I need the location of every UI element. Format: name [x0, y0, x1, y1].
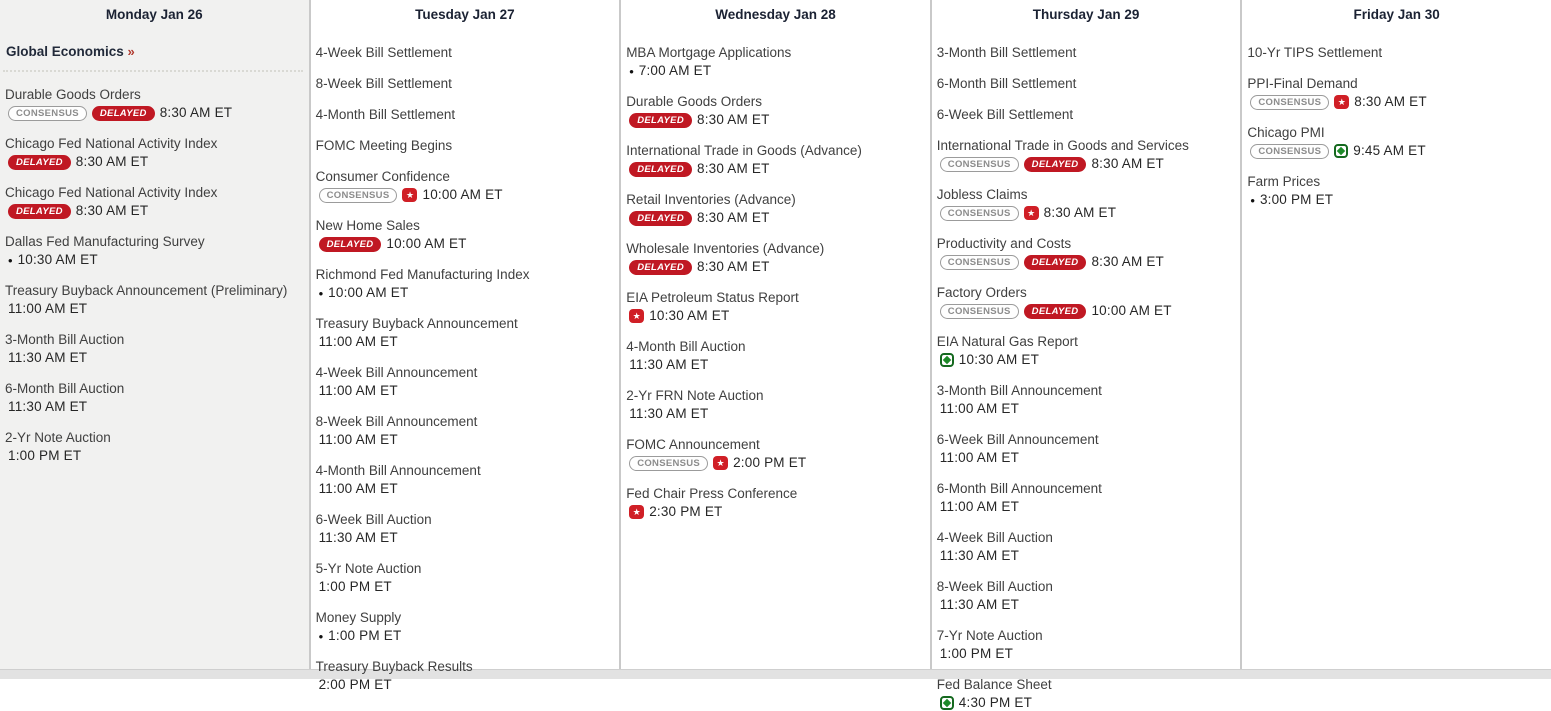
event-time: 11:00 AM ET — [318, 334, 398, 349]
day-column — [621, 0, 932, 669]
delayed-badge: DELAYED — [1024, 157, 1087, 172]
event-item — [626, 45, 922, 79]
event-item — [5, 185, 301, 219]
event-item — [1247, 125, 1543, 159]
day-column — [311, 0, 622, 692]
event-title-link[interactable]: 7-Yr Note Auction — [936, 628, 1043, 643]
event-meta — [937, 646, 1233, 662]
event-item — [626, 192, 922, 226]
event-time: 8:30 AM ET — [1354, 94, 1427, 109]
event-meta — [626, 259, 922, 275]
event-title-link[interactable]: Fed Chair Press Conference — [626, 486, 798, 501]
event-item — [626, 143, 922, 177]
event-item — [626, 388, 922, 422]
event-time: 1:00 PM ET — [8, 448, 82, 463]
event-item — [316, 512, 612, 546]
event-title-link[interactable]: Retail Inventories (Advance) — [626, 192, 796, 207]
day-header: Wednesday Jan 28 — [715, 7, 836, 22]
consensus-badge: CONSENSUS — [940, 206, 1019, 221]
event-time: 8:30 AM ET — [1091, 254, 1165, 269]
event-time: 8:30 AM ET — [75, 154, 149, 169]
event-meta — [626, 112, 922, 128]
event-meta — [316, 481, 612, 497]
event-title-link[interactable]: Money Supply — [315, 610, 402, 625]
event-title-link[interactable]: 6-Month Bill Auction — [5, 381, 125, 396]
event-time: 11:00 AM ET — [318, 383, 398, 398]
event-time: 11:00 AM ET — [318, 432, 398, 447]
event-item — [626, 290, 922, 324]
event-title-link[interactable]: Chicago Fed National Activity Index — [5, 136, 218, 151]
event-item — [937, 45, 1233, 61]
event-time: 10:00 AM ET — [386, 236, 467, 251]
chevron-right-icon: » — [127, 44, 135, 59]
day-column — [1242, 0, 1551, 669]
event-title-link[interactable]: 5-Yr Note Auction — [315, 561, 422, 576]
event-meta — [626, 210, 922, 226]
event-list — [621, 23, 930, 520]
event-time: 10:00 AM ET — [328, 285, 409, 300]
global-economics-link[interactable] — [0, 23, 309, 60]
event-meta — [316, 530, 612, 546]
green-diamond-icon — [1334, 144, 1348, 158]
event-item — [626, 437, 922, 471]
event-title-link[interactable]: 4-Week Bill Settlement — [315, 45, 452, 60]
event-time: 1:00 PM ET — [318, 579, 392, 594]
event-time: 8:30 AM ET — [1091, 156, 1165, 171]
event-time: 11:00 AM ET — [939, 401, 1020, 416]
event-time: 11:30 AM ET — [629, 406, 709, 421]
day-header: Tuesday Jan 27 — [415, 7, 515, 22]
event-item — [5, 136, 301, 170]
event-item — [5, 332, 301, 366]
event-item — [316, 107, 612, 123]
delayed-badge: DELAYED — [629, 113, 692, 128]
event-time: 11:30 AM ET — [939, 597, 1020, 612]
event-time: 2:30 PM ET — [649, 504, 723, 519]
delayed-badge: DELAYED — [1024, 304, 1087, 319]
event-meta — [937, 597, 1233, 613]
event-meta — [937, 450, 1233, 466]
event-title-link[interactable]: 6-Week Bill Announcement — [936, 432, 1099, 447]
event-title-link[interactable]: 3-Month Bill Settlement — [936, 45, 1077, 60]
event-title-link[interactable]: 6-Week Bill Auction — [315, 512, 432, 527]
event-meta — [937, 254, 1233, 270]
event-meta — [937, 548, 1233, 564]
global-economics-label: Global Economics — [6, 44, 124, 59]
star-icon: ★ — [1334, 95, 1349, 109]
event-time: 8:30 AM ET — [696, 259, 770, 274]
event-time: 11:30 AM ET — [629, 357, 709, 372]
event-time: 2:00 PM ET — [318, 677, 392, 692]
event-item — [1247, 45, 1543, 61]
event-title-link[interactable]: Consumer Confidence — [315, 169, 450, 184]
event-item — [937, 187, 1233, 221]
event-title-link[interactable]: Treasury Buyback Results — [315, 659, 473, 674]
event-meta — [316, 628, 612, 644]
event-meta — [1247, 143, 1543, 159]
event-title-link[interactable]: 2-Yr Note Auction — [5, 430, 111, 445]
event-title-link[interactable]: 4-Month Bill Settlement — [315, 107, 456, 122]
event-time: 11:30 AM ET — [8, 350, 88, 365]
event-title-link[interactable]: 6-Month Bill Announcement — [936, 481, 1102, 496]
event-item — [5, 430, 301, 464]
consensus-badge: CONSENSUS — [8, 106, 87, 121]
delayed-badge: DELAYED — [629, 260, 692, 275]
event-meta — [316, 187, 612, 203]
event-title-link[interactable]: 4-Week Bill Announcement — [315, 365, 478, 380]
event-title-link[interactable]: 8-Week Bill Settlement — [315, 76, 452, 91]
event-item — [316, 138, 612, 154]
event-item — [316, 76, 612, 92]
event-list — [0, 87, 309, 464]
event-time: 11:00 AM ET — [8, 301, 88, 316]
event-meta — [937, 205, 1233, 221]
event-meta — [626, 406, 922, 422]
green-diamond-icon — [940, 696, 954, 710]
event-title-link[interactable]: Farm Prices — [1247, 174, 1321, 189]
day-header: Thursday Jan 29 — [1032, 7, 1140, 22]
event-item — [937, 530, 1233, 564]
event-meta — [626, 63, 922, 79]
event-meta — [5, 252, 301, 268]
event-meta — [316, 334, 612, 350]
event-item — [937, 285, 1233, 319]
event-item — [626, 339, 922, 373]
event-time: 10:00 AM ET — [1091, 303, 1172, 318]
event-meta — [316, 285, 612, 301]
event-item — [5, 283, 301, 317]
event-meta — [316, 236, 612, 252]
delayed-badge: DELAYED — [8, 204, 71, 219]
event-item — [316, 610, 612, 644]
delayed-badge: DELAYED — [8, 155, 71, 170]
day-column — [932, 0, 1243, 710]
event-title-link[interactable]: FOMC Announcement — [626, 437, 760, 452]
event-meta — [5, 105, 301, 121]
delayed-badge: DELAYED — [629, 211, 692, 226]
event-meta — [626, 504, 922, 520]
event-title-link[interactable]: FOMC Meeting Begins — [315, 138, 453, 153]
bullet-icon: • — [629, 63, 634, 79]
day-header: Monday Jan 26 — [105, 7, 203, 22]
event-title-link[interactable]: 10-Yr TIPS Settlement — [1247, 45, 1383, 60]
event-time: 10:00 AM ET — [422, 187, 503, 202]
delayed-badge: DELAYED — [629, 162, 692, 177]
event-title-link[interactable]: Durable Goods Orders — [5, 87, 141, 102]
event-time: 1:00 PM ET — [328, 628, 402, 643]
bullet-icon: • — [8, 252, 13, 268]
event-item — [937, 236, 1233, 270]
event-meta — [626, 455, 922, 471]
delayed-badge: DELAYED — [92, 106, 155, 121]
event-time: 10:30 AM ET — [17, 252, 98, 267]
event-title-link[interactable]: Treasury Buyback Announcement (Preliminary) — [5, 283, 288, 298]
event-list — [311, 23, 620, 693]
consensus-badge: CONSENSUS — [1250, 144, 1329, 159]
event-item — [937, 677, 1233, 711]
consensus-badge: CONSENSUS — [940, 304, 1019, 319]
event-item — [937, 481, 1233, 515]
event-meta — [937, 401, 1233, 417]
star-icon: ★ — [629, 309, 644, 323]
event-item — [1247, 76, 1543, 110]
event-title-link[interactable]: 2-Yr FRN Note Auction — [626, 388, 764, 403]
event-meta — [316, 579, 612, 595]
event-title-link[interactable]: Jobless Claims — [936, 187, 1028, 202]
event-title-link[interactable]: 4-Week Bill Auction — [936, 530, 1053, 545]
consensus-badge: CONSENSUS — [629, 456, 708, 471]
event-title-link[interactable]: Factory Orders — [936, 285, 1027, 300]
event-title-link[interactable]: Durable Goods Orders — [626, 94, 762, 109]
event-meta — [937, 156, 1233, 172]
event-item — [626, 241, 922, 275]
event-item — [5, 87, 301, 121]
event-time: 10:30 AM ET — [649, 308, 730, 323]
event-title-link[interactable]: Chicago PMI — [1247, 125, 1325, 140]
event-title-link[interactable]: 8-Week Bill Auction — [936, 579, 1053, 594]
event-meta — [1247, 94, 1543, 110]
event-item — [937, 579, 1233, 613]
event-title-link[interactable]: 4-Month Bill Auction — [626, 339, 746, 354]
event-meta — [5, 448, 301, 464]
event-meta — [316, 432, 612, 448]
event-time: 4:30 PM ET — [958, 695, 1033, 710]
event-title-link[interactable]: EIA Petroleum Status Report — [626, 290, 799, 305]
delayed-badge: DELAYED — [1024, 255, 1087, 270]
day-column — [0, 0, 311, 669]
event-meta — [5, 203, 301, 219]
event-title-link[interactable]: EIA Natural Gas Report — [936, 334, 1078, 349]
green-diamond-shape — [943, 356, 951, 364]
event-time: 11:30 AM ET — [939, 548, 1020, 563]
event-meta — [626, 357, 922, 373]
event-item — [316, 267, 612, 301]
event-meta — [316, 383, 612, 399]
event-item — [316, 463, 612, 497]
event-item — [316, 659, 612, 693]
event-meta — [1247, 192, 1543, 208]
event-time: 7:00 AM ET — [638, 63, 712, 78]
event-meta — [937, 695, 1233, 711]
event-item — [316, 365, 612, 399]
day-header: Friday Jan 30 — [1353, 7, 1440, 22]
event-meta — [937, 499, 1233, 515]
event-item — [937, 334, 1233, 368]
bullet-icon: • — [1250, 192, 1255, 208]
star-icon: ★ — [1024, 206, 1039, 220]
event-time: 11:30 AM ET — [318, 530, 398, 545]
event-title-link[interactable]: Productivity and Costs — [936, 236, 1072, 251]
event-title-link[interactable]: International Trade in Goods (Advance) — [626, 143, 862, 158]
event-item — [316, 414, 612, 448]
event-title-link[interactable]: Wholesale Inventories (Advance) — [626, 241, 825, 256]
event-item — [937, 383, 1233, 417]
event-title-link[interactable]: MBA Mortgage Applications — [626, 45, 792, 60]
event-item — [1247, 174, 1543, 208]
event-time: 11:00 AM ET — [939, 450, 1020, 465]
event-meta — [5, 154, 301, 170]
event-time: 1:00 PM ET — [939, 646, 1014, 661]
star-icon: ★ — [629, 505, 644, 519]
event-title-link[interactable]: Fed Balance Sheet — [936, 677, 1052, 692]
event-title-link[interactable]: 3-Month Bill Auction — [5, 332, 125, 347]
consensus-badge: CONSENSUS — [1250, 95, 1329, 110]
event-title-link[interactable]: 8-Week Bill Announcement — [315, 414, 478, 429]
event-time: 8:30 AM ET — [1043, 205, 1117, 220]
star-icon: ★ — [713, 456, 728, 470]
event-item — [937, 107, 1233, 123]
event-title-link[interactable]: Dallas Fed Manufacturing Survey — [5, 234, 205, 249]
event-time: 8:30 AM ET — [696, 112, 770, 127]
event-meta — [316, 677, 612, 693]
event-title-link[interactable]: New Home Sales — [315, 218, 420, 233]
event-time: 11:30 AM ET — [8, 399, 88, 414]
event-title-link[interactable]: Richmond Fed Manufacturing Index — [315, 267, 530, 282]
event-meta — [5, 350, 301, 366]
event-title-link[interactable]: 4-Month Bill Announcement — [315, 463, 481, 478]
green-diamond-icon — [940, 353, 954, 367]
event-time: 8:30 AM ET — [75, 203, 149, 218]
event-title-link[interactable]: 6-Month Bill Settlement — [936, 76, 1077, 91]
event-title-link[interactable]: International Trade in Goods and Services — [936, 138, 1189, 153]
event-item — [316, 45, 612, 61]
event-title-link[interactable]: Treasury Buyback Announcement — [315, 316, 518, 331]
event-item — [937, 628, 1233, 662]
consensus-badge: CONSENSUS — [940, 255, 1019, 270]
event-item — [316, 561, 612, 595]
event-time: 8:30 AM ET — [696, 210, 770, 225]
event-time: 3:00 PM ET — [1259, 192, 1334, 207]
event-time: 10:30 AM ET — [958, 352, 1040, 367]
event-item — [316, 169, 612, 203]
event-time: 2:00 PM ET — [733, 455, 807, 470]
event-time: 11:00 AM ET — [939, 499, 1020, 514]
event-list — [932, 23, 1241, 711]
event-time: 8:30 AM ET — [159, 105, 233, 120]
green-diamond-shape — [1337, 147, 1345, 155]
event-item — [937, 432, 1233, 466]
event-item — [626, 94, 922, 128]
event-item — [626, 486, 922, 520]
event-meta — [937, 352, 1233, 368]
bullet-icon: • — [318, 285, 324, 301]
event-meta — [626, 308, 922, 324]
event-meta — [937, 303, 1233, 319]
event-title-link[interactable]: 6-Week Bill Settlement — [936, 107, 1074, 122]
event-time: 11:00 AM ET — [318, 481, 398, 496]
event-title-link[interactable]: Chicago Fed National Activity Index — [5, 185, 218, 200]
horizontal-scrollbar-track[interactable] — [0, 669, 1551, 679]
event-title-link[interactable]: 3-Month Bill Announcement — [936, 383, 1102, 398]
event-meta — [5, 399, 301, 415]
event-meta — [5, 301, 301, 317]
dotted-divider — [3, 70, 303, 72]
bullet-icon: • — [318, 628, 324, 644]
event-item — [937, 138, 1233, 172]
event-time: 8:30 AM ET — [696, 161, 770, 176]
star-icon: ★ — [402, 188, 417, 202]
event-item — [5, 234, 301, 268]
consensus-badge: CONSENSUS — [319, 188, 398, 203]
event-title-link[interactable]: PPI-Final Demand — [1247, 76, 1358, 91]
consensus-badge: CONSENSUS — [940, 157, 1019, 172]
event-item — [5, 381, 301, 415]
event-time: 9:45 AM ET — [1353, 143, 1426, 158]
event-item — [316, 218, 612, 252]
delayed-badge: DELAYED — [319, 237, 382, 252]
event-item — [937, 76, 1233, 92]
event-meta — [626, 161, 922, 177]
event-item — [316, 316, 612, 350]
green-diamond-shape — [943, 699, 951, 707]
event-list — [1242, 23, 1551, 208]
